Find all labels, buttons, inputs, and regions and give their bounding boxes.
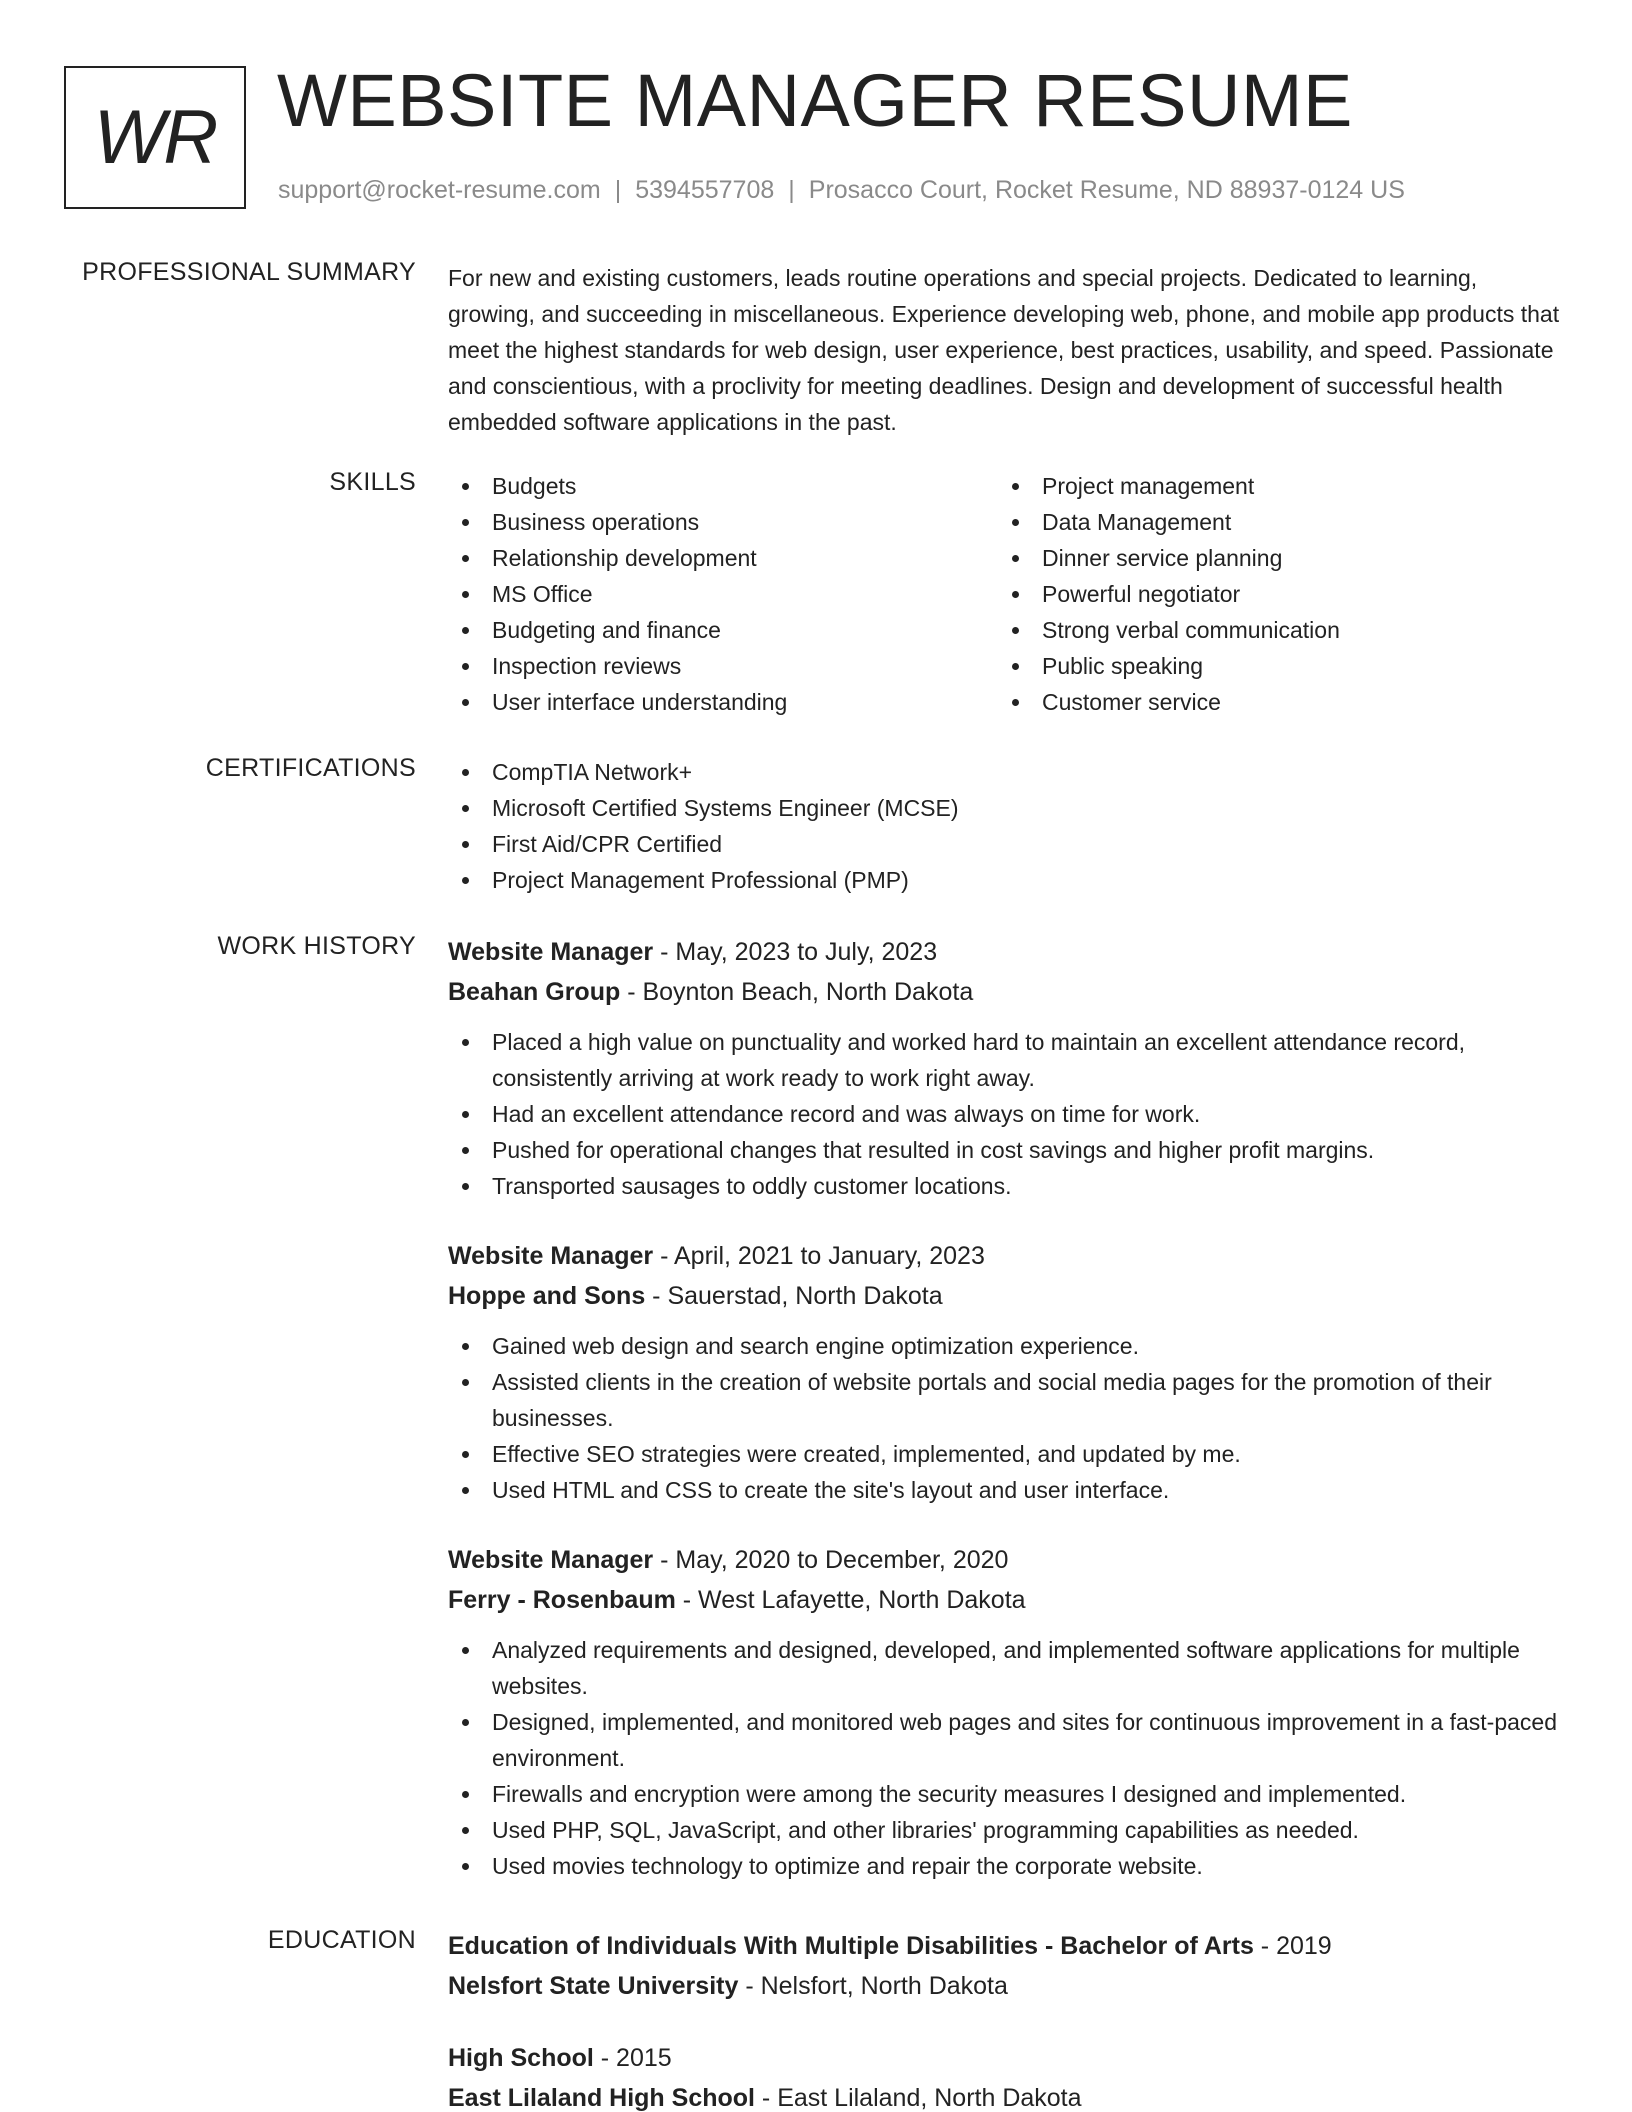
job-location: - West Lafayette, North Dakota bbox=[675, 1586, 1026, 1614]
job-dates: - April, 2021 to January, 2023 bbox=[653, 1242, 985, 1270]
education-school-line bbox=[448, 2078, 1568, 2112]
education-school-line bbox=[448, 1966, 1568, 2006]
contact-separator: | bbox=[788, 176, 795, 204]
job-location: - Boynton Beach, North Dakota bbox=[620, 978, 974, 1006]
job-title: Website Manager bbox=[448, 1242, 654, 1270]
list-item: User interface understanding bbox=[448, 684, 998, 720]
list-item: First Aid/CPR Certified bbox=[448, 826, 1568, 862]
job-company: Beahan Group bbox=[448, 978, 621, 1006]
list-item: Firewalls and encryption were among the security measures I designed and implemented. bbox=[448, 1776, 1568, 1812]
list-item: Analyzed requirements and designed, developed, and implemented software applications for multiple websites. bbox=[448, 1632, 1568, 1704]
education-year: - 2019 bbox=[1253, 1932, 1332, 1960]
education-degree-line bbox=[448, 1926, 1568, 1966]
education-degree: Education of Individuals With Multiple Disabilities - Bachelor of Arts bbox=[448, 1932, 1254, 1960]
list-item: Used PHP, SQL, JavaScript, and other libraries' programming capabilities as needed. bbox=[448, 1812, 1568, 1848]
education-location: - Nelsfort, North Dakota bbox=[738, 1972, 1008, 2000]
list-item: Microsoft Certified Systems Engineer (MCSE) bbox=[448, 790, 1568, 826]
job-company: Ferry - Rosenbaum bbox=[448, 1586, 676, 1614]
list-item: Customer service bbox=[998, 684, 1548, 720]
list-item: Budgeting and finance bbox=[448, 612, 998, 648]
education-location: - East Lilaland, North Dakota bbox=[754, 2084, 1082, 2112]
list-item: Assisted clients in the creation of website portals and social media pages for the promotion of their businesses. bbox=[448, 1364, 1568, 1436]
list-item: Inspection reviews bbox=[448, 648, 998, 684]
list-item: Placed a high value on punctuality and worked hard to maintain an excellent attendance record, consistently arriving at work ready to work right away. bbox=[448, 1024, 1568, 1096]
monogram-logo: WR bbox=[64, 66, 246, 209]
skills-list-right bbox=[998, 468, 1548, 720]
certifications-heading: CERTIFICATIONS bbox=[205, 754, 416, 782]
list-item: Effective SEO strategies were created, implemented, and updated by me. bbox=[448, 1436, 1568, 1472]
job-bullets bbox=[448, 1632, 1568, 1884]
job-dates: - May, 2023 to July, 2023 bbox=[653, 938, 938, 966]
education-entry bbox=[448, 1926, 1568, 2006]
education-entry bbox=[448, 2038, 1568, 2112]
education-school: Nelsfort State University bbox=[448, 1972, 739, 2000]
job-company: Hoppe and Sons bbox=[448, 1282, 646, 1310]
contact-address: Prosacco Court, Rocket Resume, ND 88937-0124 US bbox=[808, 176, 1405, 204]
contact-phone: 5394557708 bbox=[635, 176, 775, 204]
list-item: Powerful negotiator bbox=[998, 576, 1548, 612]
job-title-line bbox=[448, 1236, 1568, 1276]
education-degree-line bbox=[448, 2038, 1568, 2078]
list-item: MS Office bbox=[448, 576, 998, 612]
summary-text: For new and existing customers, leads routine operations and special projects. Dedicated to learning, growing, and succeeding in miscellaneous. Experience developing web, phone, and mobile app products that meet the highest standards for web design, user experience, best practices, usability, and speed. Passionate and conscientious, with a proclivity for meeting deadlines. Design and development of successful health embedded software applications in the past. bbox=[448, 265, 1560, 435]
skills-list-left bbox=[448, 468, 998, 720]
work-history-heading: WORK HISTORY bbox=[217, 932, 416, 960]
list-item: Designed, implemented, and monitored web pages and sites for continuous improvement in a fast-paced environment. bbox=[448, 1704, 1568, 1776]
job-bullets bbox=[448, 1328, 1568, 1508]
summary-heading: PROFESSIONAL SUMMARY bbox=[82, 258, 416, 286]
list-item: Had an excellent attendance record and was always on time for work. bbox=[448, 1096, 1568, 1132]
skills-heading: SKILLS bbox=[329, 468, 416, 496]
job-bullets bbox=[448, 1024, 1568, 1204]
list-item: Data Management bbox=[998, 504, 1548, 540]
list-item: Project management bbox=[998, 468, 1548, 504]
job-entry bbox=[448, 932, 1568, 1204]
job-company-line bbox=[448, 972, 1568, 1012]
list-item: Dinner service planning bbox=[998, 540, 1548, 576]
job-dates: - May, 2020 to December, 2020 bbox=[653, 1546, 1009, 1574]
resume-title: WEBSITE MANAGER RESUME bbox=[277, 59, 1353, 142]
list-item: Business operations bbox=[448, 504, 998, 540]
list-item: Used movies technology to optimize and repair the corporate website. bbox=[448, 1848, 1568, 1884]
job-entry bbox=[448, 1540, 1568, 1884]
job-title-line bbox=[448, 932, 1568, 972]
job-company-line bbox=[448, 1276, 1568, 1316]
list-item: Pushed for operational changes that resulted in cost savings and higher profit margins. bbox=[448, 1132, 1568, 1168]
list-item: Relationship development bbox=[448, 540, 998, 576]
list-item: Transported sausages to oddly customer locations. bbox=[448, 1168, 1568, 1204]
list-item: Budgets bbox=[448, 468, 998, 504]
job-entry bbox=[448, 1236, 1568, 1508]
list-item: Used HTML and CSS to create the site's layout and user interface. bbox=[448, 1472, 1568, 1508]
education-degree: High School bbox=[448, 2044, 594, 2072]
contact-separator: | bbox=[614, 176, 622, 204]
list-item: Gained web design and search engine optimization experience. bbox=[448, 1328, 1568, 1364]
certifications-list bbox=[448, 754, 1568, 898]
job-title-line bbox=[448, 1540, 1568, 1580]
job-location: - Sauerstad, North Dakota bbox=[645, 1282, 943, 1310]
job-title: Website Manager bbox=[448, 938, 654, 966]
list-item: Public speaking bbox=[998, 648, 1548, 684]
contact-email: support@rocket-resume.com bbox=[278, 176, 601, 204]
job-title: Website Manager bbox=[448, 1546, 654, 1574]
list-item: Project Management Professional (PMP) bbox=[448, 862, 1568, 898]
list-item: Strong verbal communication bbox=[998, 612, 1548, 648]
list-item: CompTIA Network+ bbox=[448, 754, 1568, 790]
education-year: - 2015 bbox=[593, 2044, 672, 2072]
education-school: East Lilaland High School bbox=[448, 2084, 755, 2112]
contact-line bbox=[278, 176, 1405, 205]
education-heading: EDUCATION bbox=[267, 1926, 416, 1954]
job-company-line bbox=[448, 1580, 1568, 1620]
